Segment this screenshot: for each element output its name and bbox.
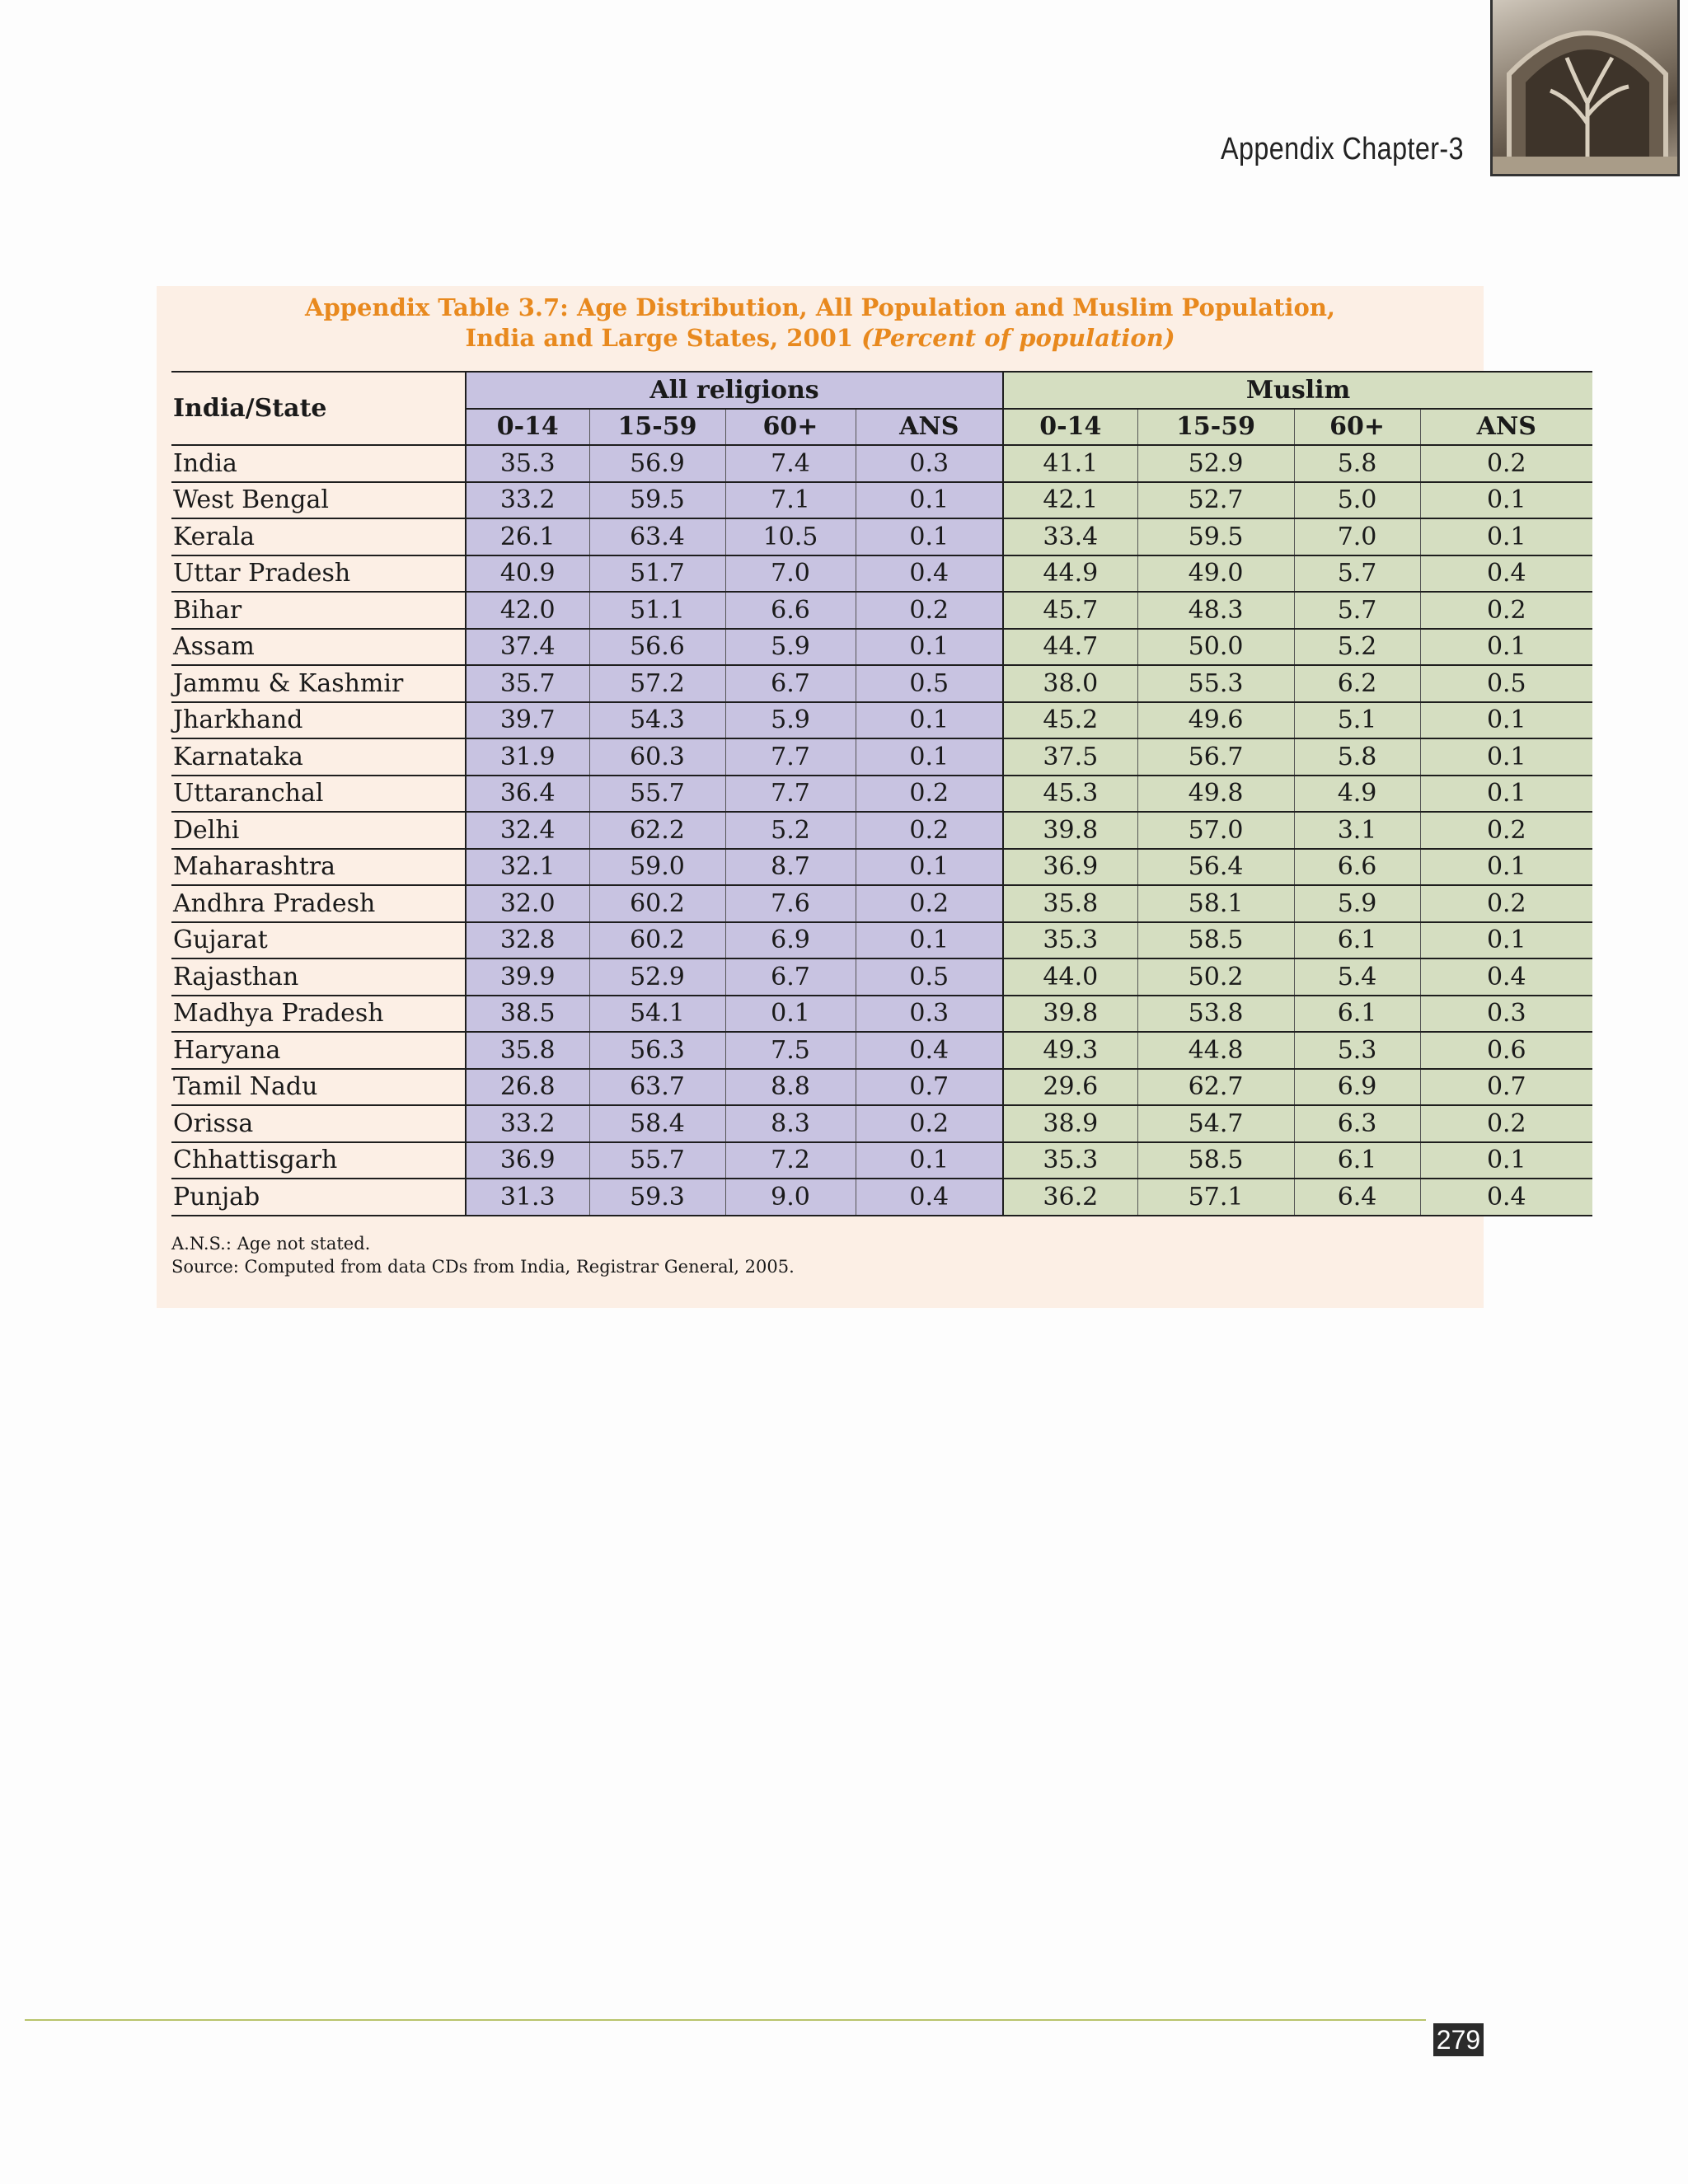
value-cell: 8.7 (725, 849, 856, 886)
value-cell: 62.2 (589, 812, 725, 849)
value-cell: 0.1 (1420, 702, 1592, 739)
value-cell: 0.2 (1420, 812, 1592, 849)
value-cell: 0.4 (1420, 958, 1592, 996)
state-name-cell: Kerala (171, 518, 466, 555)
value-cell: 41.1 (1003, 445, 1137, 482)
value-cell: 6.9 (1294, 1069, 1420, 1106)
value-cell: 0.1 (1420, 922, 1592, 959)
value-cell: 0.2 (856, 776, 1003, 813)
value-cell: 6.6 (1294, 849, 1420, 886)
state-name-cell: India (171, 445, 466, 482)
state-name-cell: Assam (171, 629, 466, 666)
value-cell: 49.6 (1137, 702, 1294, 739)
table-row (171, 1179, 1592, 1216)
value-cell: 5.2 (1294, 629, 1420, 666)
value-cell: 51.1 (589, 592, 725, 629)
value-cell: 0.1 (856, 738, 1003, 776)
column-header: 60+ (1294, 409, 1420, 446)
value-cell: 5.7 (1294, 555, 1420, 593)
value-cell: 36.4 (466, 776, 589, 813)
value-cell: 5.8 (1294, 738, 1420, 776)
column-header: ANS (856, 409, 1003, 446)
value-cell: 32.4 (466, 812, 589, 849)
value-cell: 35.8 (1003, 885, 1137, 922)
value-cell: 49.3 (1003, 1032, 1137, 1069)
value-cell: 0.2 (856, 812, 1003, 849)
value-cell: 0.1 (856, 849, 1003, 886)
state-name-cell: Jharkhand (171, 702, 466, 739)
all-religions-group-header: All religions (466, 372, 1003, 409)
value-cell: 57.1 (1137, 1179, 1294, 1216)
value-cell: 6.7 (725, 958, 856, 996)
footer-rule (25, 2019, 1426, 2021)
value-cell: 0.4 (856, 1179, 1003, 1216)
value-cell: 7.2 (725, 1142, 856, 1179)
table-title-line2 (157, 323, 1484, 354)
state-name-cell: Chhattisgarh (171, 1142, 466, 1179)
value-cell: 52.7 (1137, 482, 1294, 519)
state-name-cell: Rajasthan (171, 958, 466, 996)
state-name-cell: Maharashtra (171, 849, 466, 886)
value-cell: 0.1 (1420, 518, 1592, 555)
value-cell: 35.3 (1003, 922, 1137, 959)
value-cell: 0.3 (1420, 996, 1592, 1033)
value-cell: 0.4 (1420, 555, 1592, 593)
value-cell: 5.8 (1294, 445, 1420, 482)
value-cell: 0.1 (1420, 849, 1592, 886)
value-cell: 39.9 (466, 958, 589, 996)
value-cell: 0.7 (1420, 1069, 1592, 1106)
value-cell: 0.2 (856, 592, 1003, 629)
table-row (171, 592, 1592, 629)
state-name-cell: Tamil Nadu (171, 1069, 466, 1106)
value-cell: 56.4 (1137, 849, 1294, 886)
value-cell: 9.0 (725, 1179, 856, 1216)
value-cell: 7.5 (725, 1032, 856, 1069)
value-cell: 4.9 (1294, 776, 1420, 813)
table-title (157, 293, 1484, 354)
value-cell: 54.1 (589, 996, 725, 1033)
value-cell: 39.8 (1003, 812, 1137, 849)
value-cell: 32.8 (466, 922, 589, 959)
value-cell: 0.7 (856, 1069, 1003, 1106)
value-cell: 56.6 (589, 629, 725, 666)
state-name-cell: Punjab (171, 1179, 466, 1216)
value-cell: 31.3 (466, 1179, 589, 1216)
value-cell: 0.2 (856, 885, 1003, 922)
table-row (171, 1105, 1592, 1142)
table-row (171, 849, 1592, 886)
value-cell: 7.6 (725, 885, 856, 922)
value-cell: 58.5 (1137, 1142, 1294, 1179)
table-row (171, 665, 1592, 702)
value-cell: 60.2 (589, 922, 725, 959)
value-cell: 58.5 (1137, 922, 1294, 959)
value-cell: 55.7 (589, 776, 725, 813)
value-cell: 26.1 (466, 518, 589, 555)
value-cell: 7.7 (725, 738, 856, 776)
value-cell: 7.1 (725, 482, 856, 519)
state-name-cell: Gujarat (171, 922, 466, 959)
source-note: Source: Computed from data CDs from India, Registrar General, 2005. (171, 1257, 795, 1277)
state-column-header: India/State (171, 372, 466, 445)
value-cell: 51.7 (589, 555, 725, 593)
value-cell: 38.0 (1003, 665, 1137, 702)
table-row (171, 629, 1592, 666)
table-title-unit: (Percent of population) (861, 324, 1175, 352)
value-cell: 58.1 (1137, 885, 1294, 922)
value-cell: 44.0 (1003, 958, 1137, 996)
value-cell: 59.0 (589, 849, 725, 886)
table-title-line2-main: India and Large States, 2001 (465, 324, 854, 352)
value-cell: 5.9 (725, 629, 856, 666)
value-cell: 59.5 (1137, 518, 1294, 555)
value-cell: 35.3 (466, 445, 589, 482)
muslim-group-header: Muslim (1003, 372, 1592, 409)
value-cell: 0.1 (1420, 776, 1592, 813)
value-cell: 7.0 (1294, 518, 1420, 555)
value-cell: 56.3 (589, 1032, 725, 1069)
value-cell: 0.5 (856, 665, 1003, 702)
value-cell: 60.3 (589, 738, 725, 776)
value-cell: 5.7 (1294, 592, 1420, 629)
value-cell: 0.2 (1420, 885, 1592, 922)
value-cell: 0.1 (725, 996, 856, 1033)
value-cell: 55.3 (1137, 665, 1294, 702)
value-cell: 5.3 (1294, 1032, 1420, 1069)
table-row (171, 555, 1592, 593)
value-cell: 37.4 (466, 629, 589, 666)
value-cell: 52.9 (589, 958, 725, 996)
value-cell: 54.3 (589, 702, 725, 739)
value-cell: 0.4 (1420, 1179, 1592, 1216)
state-name-cell: Andhra Pradesh (171, 885, 466, 922)
value-cell: 59.3 (589, 1179, 725, 1216)
value-cell: 29.6 (1003, 1069, 1137, 1106)
table-footnotes (171, 1232, 795, 1278)
value-cell: 0.4 (856, 555, 1003, 593)
value-cell: 33.4 (1003, 518, 1137, 555)
value-cell: 49.0 (1137, 555, 1294, 593)
value-cell: 0.2 (1420, 445, 1592, 482)
table-row (171, 702, 1592, 739)
value-cell: 0.6 (1420, 1032, 1592, 1069)
value-cell: 6.1 (1294, 1142, 1420, 1179)
column-header: 15-59 (1137, 409, 1294, 446)
value-cell: 56.7 (1137, 738, 1294, 776)
state-name-cell: Uttar Pradesh (171, 555, 466, 593)
value-cell: 42.1 (1003, 482, 1137, 519)
value-cell: 0.1 (856, 629, 1003, 666)
value-cell: 37.5 (1003, 738, 1137, 776)
table-row (171, 776, 1592, 813)
value-cell: 39.8 (1003, 996, 1137, 1033)
value-cell: 0.2 (856, 1105, 1003, 1142)
state-name-cell: Bihar (171, 592, 466, 629)
value-cell: 0.3 (856, 996, 1003, 1033)
value-cell: 5.9 (725, 702, 856, 739)
table-row (171, 885, 1592, 922)
value-cell: 31.9 (466, 738, 589, 776)
value-cell: 58.4 (589, 1105, 725, 1142)
value-cell: 32.0 (466, 885, 589, 922)
value-cell: 50.0 (1137, 629, 1294, 666)
value-cell: 6.3 (1294, 1105, 1420, 1142)
chapter-label: Appendix Chapter-3 (1221, 132, 1464, 166)
value-cell: 5.4 (1294, 958, 1420, 996)
value-cell: 33.2 (466, 1105, 589, 1142)
state-name-cell: Karnataka (171, 738, 466, 776)
value-cell: 59.5 (589, 482, 725, 519)
appendix-table-panel (157, 286, 1536, 1308)
value-cell: 6.4 (1294, 1179, 1420, 1216)
value-cell: 6.6 (725, 592, 856, 629)
value-cell: 0.4 (856, 1032, 1003, 1069)
value-cell: 45.3 (1003, 776, 1137, 813)
mosque-window-image (1490, 0, 1680, 176)
ans-footnote: A.N.S.: Age not stated. (171, 1234, 371, 1254)
value-cell: 0.1 (1420, 629, 1592, 666)
table-row (171, 738, 1592, 776)
value-cell: 0.1 (1420, 482, 1592, 519)
value-cell: 38.5 (466, 996, 589, 1033)
value-cell: 53.8 (1137, 996, 1294, 1033)
value-cell: 40.9 (466, 555, 589, 593)
table-row (171, 922, 1592, 959)
value-cell: 6.9 (725, 922, 856, 959)
value-cell: 0.1 (1420, 738, 1592, 776)
value-cell: 60.2 (589, 885, 725, 922)
value-cell: 55.7 (589, 1142, 725, 1179)
value-cell: 8.8 (725, 1069, 856, 1106)
value-cell: 26.8 (466, 1069, 589, 1106)
table-row (171, 958, 1592, 996)
state-name-cell: Haryana (171, 1032, 466, 1069)
value-cell: 6.1 (1294, 996, 1420, 1033)
table-row (171, 1069, 1592, 1106)
value-cell: 39.7 (466, 702, 589, 739)
age-distribution-table (171, 371, 1592, 1216)
value-cell: 0.1 (856, 702, 1003, 739)
table-row (171, 518, 1592, 555)
table-row (171, 812, 1592, 849)
value-cell: 56.9 (589, 445, 725, 482)
table-row (171, 996, 1592, 1033)
value-cell: 0.2 (1420, 592, 1592, 629)
value-cell: 0.1 (856, 1142, 1003, 1179)
value-cell: 35.7 (466, 665, 589, 702)
value-cell: 57.0 (1137, 812, 1294, 849)
state-name-cell: Uttaranchal (171, 776, 466, 813)
value-cell: 5.0 (1294, 482, 1420, 519)
value-cell: 7.0 (725, 555, 856, 593)
value-cell: 35.8 (466, 1032, 589, 1069)
value-cell: 50.2 (1137, 958, 1294, 996)
value-cell: 63.4 (589, 518, 725, 555)
table-title-line1: Appendix Table 3.7: Age Distribution, All Population and Muslim Population, (304, 293, 1336, 321)
value-cell: 6.7 (725, 665, 856, 702)
state-name-cell: Orissa (171, 1105, 466, 1142)
state-name-cell: Madhya Pradesh (171, 996, 466, 1033)
column-header: 0-14 (1003, 409, 1137, 446)
value-cell: 44.9 (1003, 555, 1137, 593)
value-cell: 54.7 (1137, 1105, 1294, 1142)
value-cell: 36.9 (1003, 849, 1137, 886)
column-header: 15-59 (589, 409, 725, 446)
column-header: ANS (1420, 409, 1592, 446)
value-cell: 7.4 (725, 445, 856, 482)
value-cell: 5.9 (1294, 885, 1420, 922)
value-cell: 0.1 (856, 482, 1003, 519)
value-cell: 44.7 (1003, 629, 1137, 666)
value-cell: 6.1 (1294, 922, 1420, 959)
value-cell: 49.8 (1137, 776, 1294, 813)
value-cell: 8.3 (725, 1105, 856, 1142)
value-cell: 48.3 (1137, 592, 1294, 629)
column-header: 0-14 (466, 409, 589, 446)
table-row (171, 445, 1592, 482)
value-cell: 0.1 (1420, 1142, 1592, 1179)
value-cell: 36.2 (1003, 1179, 1137, 1216)
value-cell: 45.7 (1003, 592, 1137, 629)
value-cell: 57.2 (589, 665, 725, 702)
table-row (171, 482, 1592, 519)
value-cell: 3.1 (1294, 812, 1420, 849)
value-cell: 0.1 (856, 922, 1003, 959)
value-cell: 0.5 (1420, 665, 1592, 702)
value-cell: 10.5 (725, 518, 856, 555)
value-cell: 7.7 (725, 776, 856, 813)
value-cell: 36.9 (466, 1142, 589, 1179)
state-name-cell: Delhi (171, 812, 466, 849)
value-cell: 63.7 (589, 1069, 725, 1106)
value-cell: 35.3 (1003, 1142, 1137, 1179)
value-cell: 32.1 (466, 849, 589, 886)
value-cell: 6.2 (1294, 665, 1420, 702)
table-row (171, 1142, 1592, 1179)
state-name-cell: Jammu & Kashmir (171, 665, 466, 702)
value-cell: 0.3 (856, 445, 1003, 482)
value-cell: 38.9 (1003, 1105, 1137, 1142)
value-cell: 33.2 (466, 482, 589, 519)
value-cell: 52.9 (1137, 445, 1294, 482)
value-cell: 0.2 (1420, 1105, 1592, 1142)
table-row (171, 1032, 1592, 1069)
value-cell: 44.8 (1137, 1032, 1294, 1069)
value-cell: 0.5 (856, 958, 1003, 996)
state-name-cell: West Bengal (171, 482, 466, 519)
value-cell: 42.0 (466, 592, 589, 629)
value-cell: 62.7 (1137, 1069, 1294, 1106)
value-cell: 5.1 (1294, 702, 1420, 739)
table-body (171, 445, 1592, 1216)
value-cell: 45.2 (1003, 702, 1137, 739)
value-cell: 0.1 (856, 518, 1003, 555)
value-cell: 5.2 (725, 812, 856, 849)
column-header: 60+ (725, 409, 856, 446)
page-number: 279 (1433, 2023, 1484, 2056)
